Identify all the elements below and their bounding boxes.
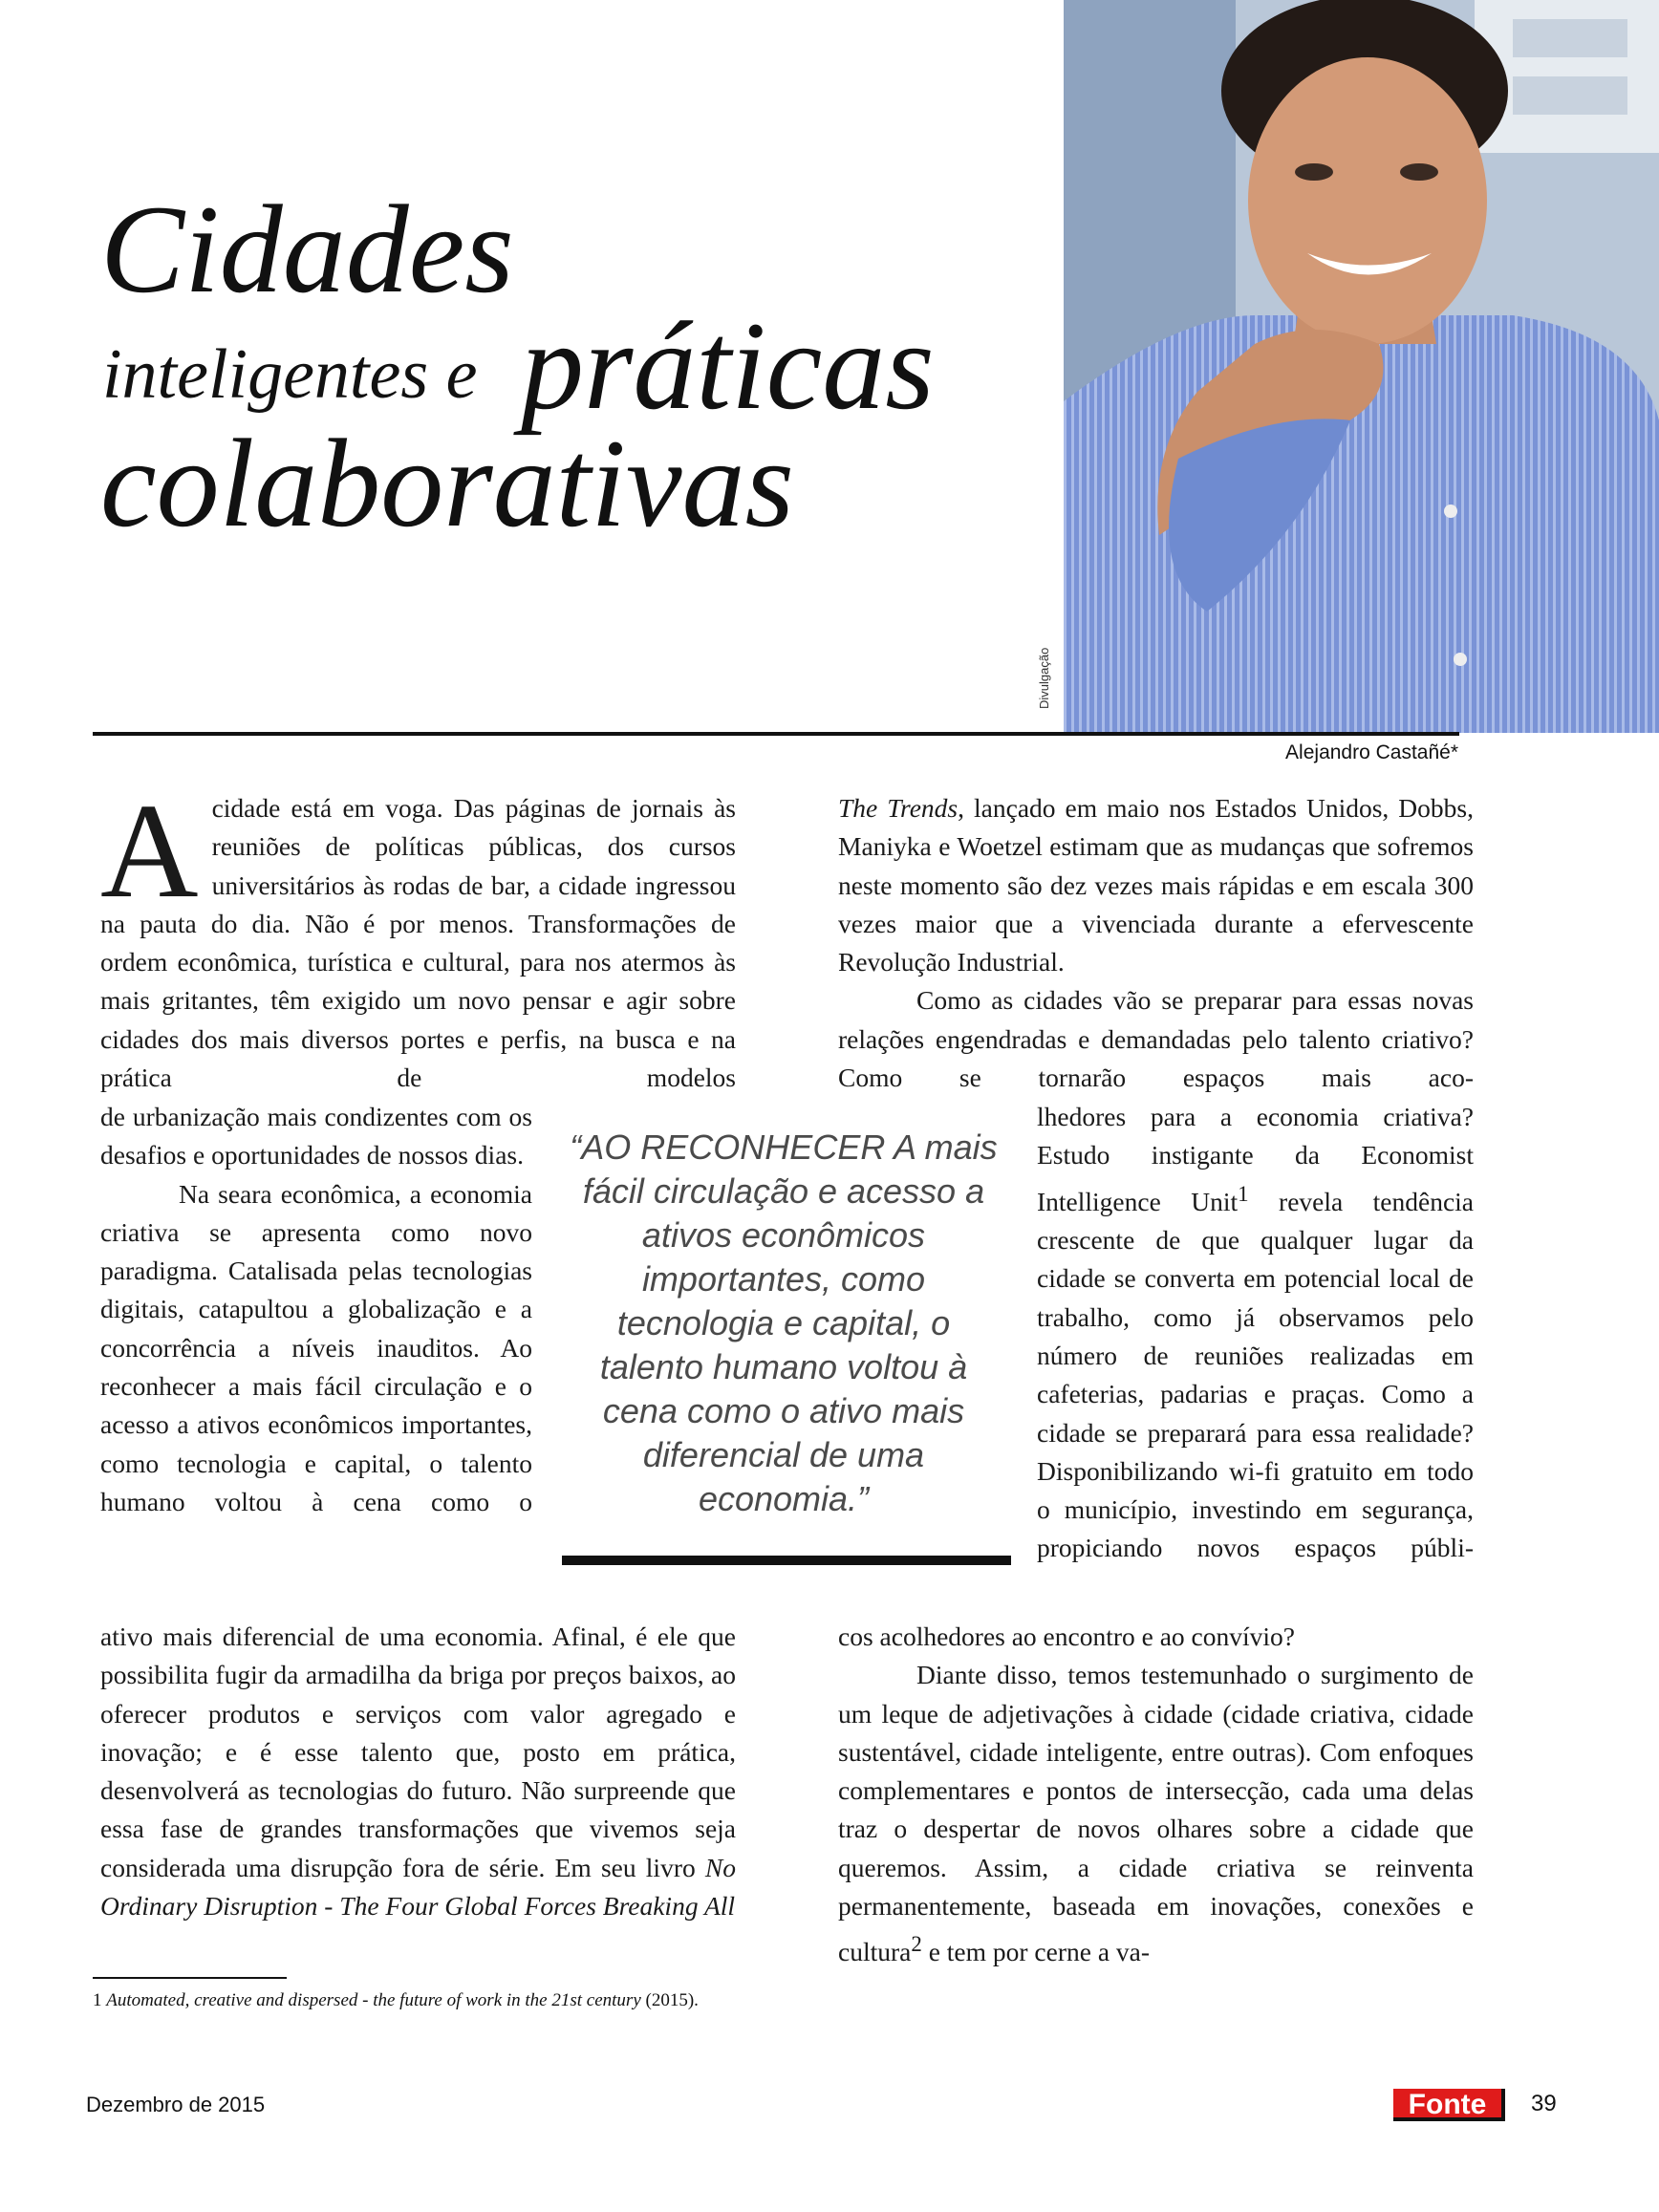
footnote-title: Automated, creative and dispersed - the future of work in the 21st century: [106, 1990, 641, 2010]
footnote: [93, 1990, 699, 2011]
title-line-2-large: práticas: [521, 295, 935, 436]
footnote-ref-1: 1: [1238, 1181, 1249, 1206]
magazine-logo: Fonte: [1393, 2089, 1505, 2121]
issue-date: Dezembro de 2015: [86, 2093, 266, 2116]
paragraph-5: Diante disso, temos testemunhado o surgimento de um leque de adjetivações à cidade (cidade criativa, cidade sustentável, cidade inteligente, entre outras). Com enfoques complementares e pontos de intersecção, cada uma delas traz o despertar de novos olhares sobre a cidade que queremos. Assim, a cidade criativa se reinventa permanentemente, baseada em inovações, conexões e cultura: [838, 1660, 1474, 1967]
left-column-bottom: [100, 1618, 736, 1925]
footnote-year: (2015).: [645, 1990, 699, 2010]
footnote-divider: [93, 1977, 287, 1979]
paragraph-2: Na seara econômica, a economia criativa se apresenta como novo paradigma. Catalisada pelas tecnologias digitais, catapultou a globalização e a concorrência a níveis inauditos. Ao reconhecer a mais fácil circulação e o acesso a ativos econômicos importantes, como tecnologia e capital, o talento humano voltou à cena como o: [100, 1178, 532, 1516]
header-divider: [93, 732, 1459, 736]
pull-quote: “AO RECONHECER A mais fácil circulação e acesso a ativos econômicos importantes, como tecnologia e capital, o talento humano voltou à cena como o ativo mais diferencial de uma economia.”: [570, 1127, 998, 1518]
book-title: No Ordinary Disruption - The Four Global Forces Breaking All: [100, 1852, 736, 1922]
paragraph-5-end: e tem por cerne a va-: [921, 1937, 1151, 1967]
left-column-top: [100, 775, 736, 1097]
paragraph-2-end: ativo mais diferencial de uma economia. Afinal, é ele que possibilita fugir da armadilha da briga por preços baixos, ao oferecer produtos e serviços com valor agregado e inovação; e é esse talento que, posto em prática, desenvolverá as tecnologias do futuro. Não surpreende que essa fase de grandes transformações que vivemos seja considerada uma disrupção fora de série. Em seu livro: [100, 1621, 736, 1882]
pull-quote-rule: [562, 1556, 1011, 1565]
title-line-2-small: inteligentes e: [102, 335, 478, 414]
photo-credit: Divulgação: [1037, 647, 1051, 709]
book-title-end: The Trends: [838, 793, 959, 823]
paragraph-3: , lançado em maio nos Estados Unidos, Dobbs, Maniyka e Woetzel estimam que as mudanças que sofremos neste momento são dez vezes mais rápidas e em escala 300 vezes maior que a vivenciada durante a efervescente Revolução Industrial.: [838, 793, 1474, 977]
paragraph-4-end: cos acolhedores ao encontro e ao convívio?: [838, 1621, 1296, 1651]
paragraph-1: cidade está em voga. Das páginas de jornais às reuniões de políticas públicas, dos cursos universitários às rodas de bar, a cidade ingressou na pauta do dia. Não é por menos. Transformações de ordem econômica, turística e cultural, para nos atermos às mais gritantes, têm exigido um novo pensar e agir sobre cidades dos mais diversos portes e perfis, na busca e na prática de modelos: [100, 793, 736, 1093]
title-line-3: colaborativas: [100, 413, 794, 553]
right-column-middle: [1037, 1098, 1474, 1568]
right-column-bottom: [838, 1618, 1474, 1972]
portrait-illustration: [1064, 0, 1659, 733]
right-column-top: [838, 789, 1474, 1097]
paragraph-4: Como as cidades vão se preparar para essas novas relações engendradas e demandadas pelo talento criativo? Como se tornarão espaços mais aco-: [838, 985, 1474, 1093]
title-line-1: Cidades: [100, 179, 514, 319]
author-name: Alejandro Castañé*: [1285, 741, 1458, 763]
drop-cap: A: [100, 775, 199, 926]
footnote-ref-2: 2: [911, 1932, 922, 1957]
left-column-middle: [100, 1098, 532, 1521]
paragraph-4-cont: lhedores para a economia criativa? Estudo instigante da Economist Intelligence Unit: [1037, 1102, 1474, 1216]
author-photo: [1064, 0, 1659, 733]
paragraph-4-cont-2: revela tendência crescente de que qualquer lugar da cidade se converta em potencial local de trabalho, como já observamos pelo número de reuniões realizadas em cafeterias, padarias e praças. Como a cidade se preparará para essa realidade? Disponibilizando wi-fi gratuito em todo o município, investindo em segurança, propiciando novos espaços públi-: [1037, 1186, 1474, 1563]
footnote-number: 1: [93, 1990, 102, 2010]
page-number: 39: [1531, 2091, 1557, 2116]
paragraph-1-end: de urbanização mais condizentes com os desafios e oportunidades de nossos dias.: [100, 1102, 532, 1170]
